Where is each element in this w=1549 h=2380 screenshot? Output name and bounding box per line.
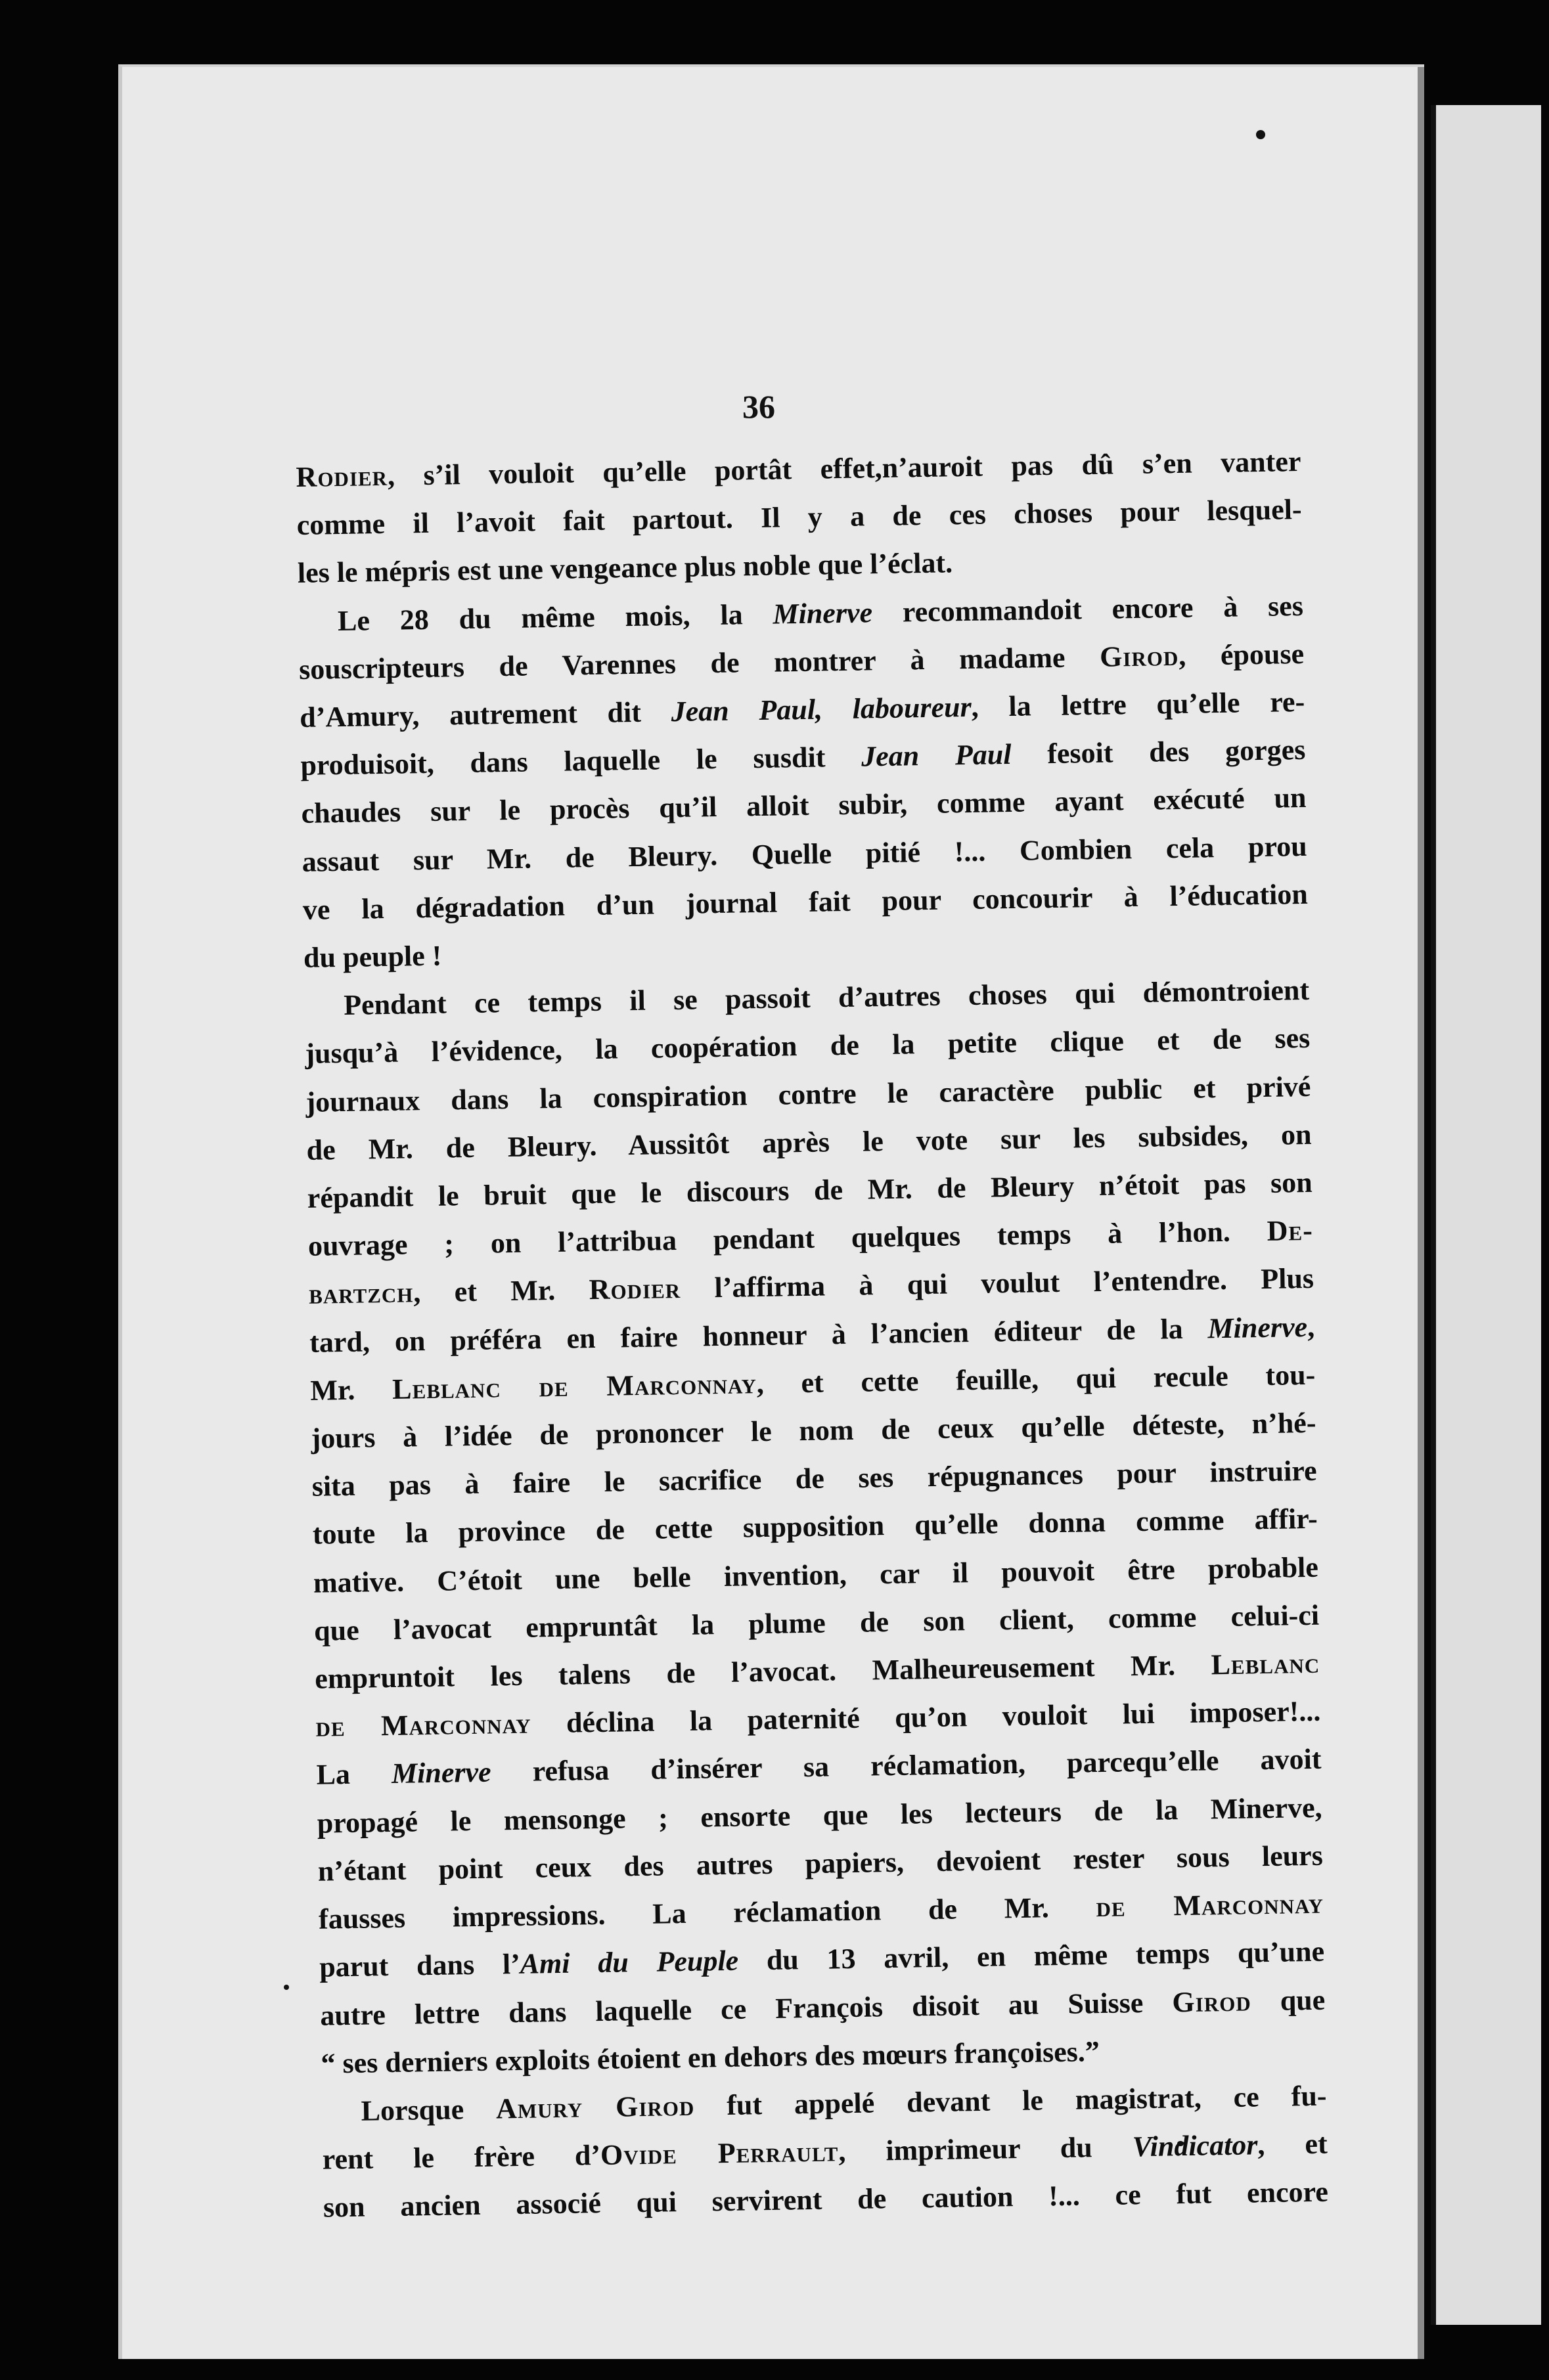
title-italic: Minerve <box>1207 1310 1308 1345</box>
name-smallcaps: de Marconnay <box>1096 1887 1324 1924</box>
text-run: fausses impressions. La réclamation de Mr. <box>318 1891 1096 1935</box>
text-run: rent le frère d’ <box>322 2139 601 2176</box>
text-run: sita pas à faire le sacrifice de ses répugnances pour instruire <box>311 1455 1317 1503</box>
name-smallcaps: Girod <box>1099 639 1179 673</box>
text-run: l’affirma à qui voulut l’entendre. Plus <box>680 1262 1314 1305</box>
title-italic: Jean Paul, laboureur <box>671 690 972 728</box>
name-smallcaps: Girod <box>1172 1984 1251 2018</box>
text-run: autre lettre dans laquelle ce François disoit au Suisse <box>319 1985 1173 2032</box>
text-run: souscripteurs de Varennes de montrer à madame <box>298 640 1100 686</box>
text-run: ouvrage ; on l’attribua pendant quelques temps à l’hon. <box>307 1215 1268 1263</box>
text-run: fut appelé devant le magistrat, ce fu- <box>694 2079 1327 2122</box>
title-italic: Ami du Peuple <box>520 1944 739 1981</box>
body-text <box>296 437 1328 2232</box>
title-italic: Minerve <box>773 596 873 630</box>
page-number: 36 <box>742 388 775 425</box>
text-run: jours à l’idée de prononcer le nom de ceux qu’elle déteste, n’hé- <box>311 1406 1316 1455</box>
text-run: que l’avocat empruntât la plume de son client, comme celui-ci <box>313 1598 1320 1647</box>
text-run: mative. C’étoit une belle invention, car il pouvoit être probable <box>313 1551 1319 1599</box>
name-smallcaps: Ovide Perrault <box>600 2135 839 2172</box>
text-run: jusqu’à l’évidence, la coopération de la petite clique et de ses <box>304 1022 1311 1070</box>
text-run: , et cette feuille, qui recule tou- <box>756 1358 1316 1400</box>
text-run: les le mépris est une vengeance plus noble que l’éclat. <box>297 546 953 590</box>
text-run: , et <box>1257 2127 1328 2161</box>
text-run: déclina la paternité qu’on vouloit lui imposer!... <box>531 1695 1321 1740</box>
text-run: fesoit des gorges <box>1011 734 1306 771</box>
text-run: toute la province de cette supposition qu’elle donna comme affir- <box>312 1503 1318 1551</box>
text-run: chaudes sur le procès qu’il alloit subir, comme ayant exécuté un <box>301 782 1307 830</box>
ink-spot <box>1256 130 1265 139</box>
text-run: , <box>1307 1310 1315 1343</box>
text-run: son ancien associé qui servirent de caution !... ce fut encore <box>323 2175 1329 2224</box>
text-run: parut dans l’ <box>319 1948 521 1984</box>
title-italic: Minerve <box>391 1756 491 1790</box>
text-run: “ ses derniers exploits étoient en dehors des mœurs françoises.” <box>321 2035 1100 2080</box>
text-run: , imprimeur du <box>838 2130 1133 2168</box>
name-smallcaps: de Marconnay <box>315 1707 531 1744</box>
title-italic: Jean Paul <box>861 738 1012 773</box>
name-smallcaps: Rodier <box>296 459 388 493</box>
text-run: du 13 avril, en même temps qu’une <box>738 1935 1325 1977</box>
name-smallcaps: bartzch <box>308 1276 414 1311</box>
title-italic: Vindicator <box>1132 2128 1258 2163</box>
text-run: ve la dégradation d’un journal fait pour concourir à l’éducation <box>302 877 1309 926</box>
name-smallcaps: Rodier <box>589 1272 681 1306</box>
text-run: que <box>1251 1983 1326 2017</box>
name-smallcaps: Leblanc <box>1211 1646 1320 1681</box>
adjacent-page-edge <box>1431 105 1541 2325</box>
name-smallcaps: Amury Girod <box>495 2089 695 2125</box>
text-run: répandit le bruit que le discours de Mr. de Bleury n’étoit pas son <box>307 1166 1313 1214</box>
text-run: n’étant point ceux des autres papiers, devoient rester sous leurs <box>317 1839 1324 1887</box>
text-run: La <box>316 1757 392 1792</box>
ink-spot <box>284 1985 289 1990</box>
text-run: du peuple ! <box>303 939 442 974</box>
text-run: refusa d’insérer sa réclamation, parcequ’elle avoit <box>491 1743 1322 1789</box>
text-run: journaux dans la conspiration contre le caractère public et privé <box>305 1070 1311 1118</box>
text-run: de Mr. de Bleury. Aussitôt après le vote sur les subsides, on <box>306 1118 1312 1166</box>
text-run: assaut sur Mr. de Bleury. Quelle pitié !... Combien cela prou <box>302 829 1307 878</box>
text-run: d’Amury, autrement dit <box>299 695 672 734</box>
name-smallcaps: De- <box>1267 1214 1314 1248</box>
text-run: , s’il vouloit qu’elle portât effet,n’auroit pas dû s’en vanter <box>387 445 1301 492</box>
text-run: propagé le mensonge ; ensorte que les lecteurs de la Minerve, <box>317 1791 1322 1840</box>
text-run: Le 28 du même mois, la <box>337 598 773 637</box>
text-run: , la lettre qu’elle re- <box>971 685 1305 723</box>
text-run: comme il l’avoit fait partout. Il y a de ces choses pour lesquel- <box>296 493 1302 542</box>
text-run: empruntoit les talens de l’avocat. Malheureusement Mr. <box>314 1648 1211 1695</box>
name-smallcaps: Leblanc de Marconnay <box>392 1367 757 1405</box>
text-run: , et Mr. <box>413 1273 590 1309</box>
text-run: Pendant ce temps il se passoit d’autres choses qui démontroient <box>343 974 1310 1022</box>
text-run: , épouse <box>1178 637 1305 672</box>
text-run: Mr. <box>310 1373 393 1407</box>
text-run: Lorsque <box>361 2092 497 2127</box>
text-run: produisoit, dans laquelle le susdit <box>300 740 862 782</box>
text-run: tard, on préféra en faire honneur à l’ancien éditeur de la <box>309 1312 1208 1359</box>
text-run: recommandoit encore à ses <box>872 589 1304 628</box>
